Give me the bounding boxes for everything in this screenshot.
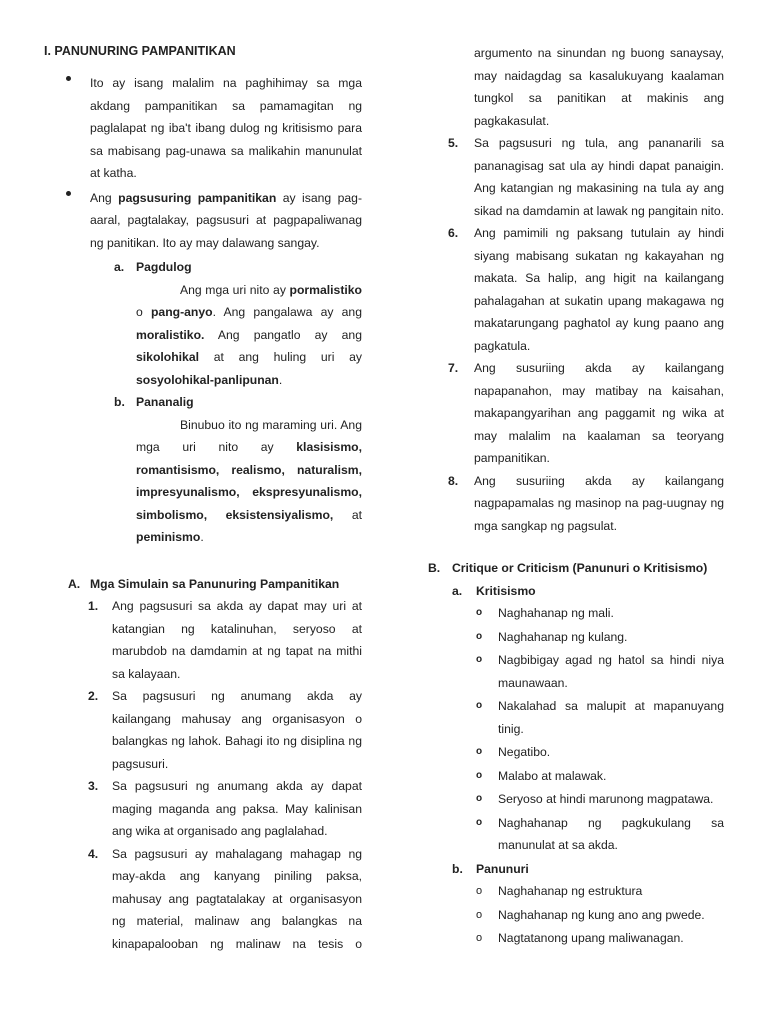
bullet-text: Ang pagsusuring pampanitikan ay isang pag-aaral, pagtalakay, pagsusuri at pagpapaliwanag ng panitikan. Ito ay may dalawang sangay. (90, 190, 363, 250)
circle-bullet-icon: o (476, 630, 483, 642)
list-item: 5. Sa pagsusuri ng tula, ang pananarili sa pananagisag sat ula ay hindi dapat panaigin. Ang katangian ng makasining na tula ay ang sikad na damdamin at lawak ng pangitain nito. (448, 136, 724, 218)
list-item: o Naghahanap ng mali. (428, 602, 724, 625)
page-heading: I. PANUNURING PAMPANITIKAN (44, 44, 236, 58)
sangay-description: Binubuo ito ng maraming uri. Ang mga uri nito ay klasisismo, romantisismo, realismo, naturalism, impresyunalismo, ekspresyunalismo, simbolismo, eksistensiyalismo, at peminismo. (136, 417, 362, 544)
bullet-icon (66, 191, 71, 196)
circle-bullet-icon: o (476, 769, 483, 781)
list-item-continuation: argumento na sinundan ng buong sanaysay, may naidagdag sa kasalukuyang kaalaman tungkol sa panitikan at makinis ang pagkakasulat. (474, 46, 724, 128)
circle-bullet-icon: o (476, 607, 483, 618)
list-item: o Nagtatanong upang maliwanagan. (428, 927, 724, 950)
circle-bullet-icon: o (476, 932, 483, 944)
circle-bullet-icon: o (476, 816, 483, 828)
list-item: 6. Ang pamimili ng paksang tutulain ay hindi siyang mabisang sukatan ng kakayahan ng makata. Sa halip, ang higit na kailangang pahalagahan at sukatin upang makagawa ng makatarungang paghatol ay kung paano ang pagkatula. (448, 226, 724, 353)
section-heading: A. Mga Simulain sa Panunuring Pampanitikan (68, 576, 340, 591)
list-item: o Nakalahad sa malupit at mapanuyang tinig. (428, 695, 724, 740)
list-item: o Malabo at malawak. (428, 765, 724, 788)
bullet-item (44, 187, 362, 255)
list-item: o Naghahanap ng pagkukulang sa manunulat at sa akda. (428, 812, 724, 857)
circle-bullet-icon: o (476, 885, 483, 897)
list-item: 4. Sa pagsusuri ay mahalagang mahagap ng may-akda ang kanyang piniling paksa, mahusay ang pagtatalakay at organisasyon ng material, malinaw ang balangkas na kinapapalooban ng malinaw na tesis o (88, 846, 362, 951)
left-column (44, 40, 362, 955)
list-item: 3. Sa pagsusuri ng anumang akda ay dapat maging maganda ang paksa. May kalinisan ang wika at organisado ang paglalahad. (88, 779, 362, 838)
list-item: 2. Sa pagsusuri ng anumang akda ay kailangang mahusay ang organisasyon o balangkas ng lahok. Bahagi ito ng disiplina ng pagsusuri. (88, 689, 362, 771)
list-item: o Negatibo. (428, 741, 724, 764)
bullet-item (44, 72, 362, 185)
circle-bullet-icon: o (476, 654, 483, 665)
circle-bullet-icon: o (476, 700, 483, 711)
subsection-heading: a. Kritisismo (452, 583, 536, 598)
sangay-heading: a. Pagdulog (114, 260, 192, 274)
list-item: 8. Ang susuriing akda ay kailangang nagpapamalas ng masinop na pag-uugnay ng mga sangkap ng pagsulat. (448, 473, 724, 533)
bullet-icon (66, 76, 71, 81)
list-item: o Naghahanap ng kung ano ang pwede. (428, 904, 724, 927)
sangay-heading: b. Pananalig (114, 395, 194, 409)
circle-bullet-icon: o (476, 746, 483, 757)
subsection-heading: b. Panunuri (452, 861, 529, 876)
sangay-description: Ang mga uri nito ay pormalistiko o pang-anyo. Ang pangalawa ay ang moralistiko. Ang pangatlo ay ang sikolohikal at ang huling uri ay sosyolohikal-panlipunan. (136, 282, 362, 387)
list-item: 1. Ang pagsusuri sa akda ay dapat may uri at katangian ng katalinuhan, seryoso at marubdob na damdamin at ng tapat na mithi sa kalayaan. (88, 599, 362, 681)
circle-bullet-icon: o (476, 908, 483, 921)
circle-bullet-icon: o (476, 793, 483, 804)
right-column (428, 42, 724, 951)
list-item: 7. Ang susuriing akda ay kailangang napapanahon, may matibay na kaisahan, makapangyarihan ang paggamit ng wika at may malalim na kaalaman sa teoryang pampanitikan. (448, 361, 724, 465)
section-heading: B. Critique or Criticism (Panunuri o Kritisismo) (428, 561, 708, 575)
list-item: o Naghahanap ng estruktura (428, 880, 724, 903)
list-item: o Seryoso at hindi marunong magpatawa. (428, 788, 724, 811)
list-item: o Nagbibigay agad ng hatol sa hindi niya maunawaan. (428, 649, 724, 694)
list-item: o Naghahanap ng kulang. (428, 626, 724, 649)
bullet-text: Ito ay isang malalim na paghihimay sa mga akdang pampanitikan sa pamamagitan ng paglalapat ng iba't ibang dulog ng kritisismo para sa mabisang pag-unawa sa malikahin manunulat at katha. (90, 76, 362, 180)
